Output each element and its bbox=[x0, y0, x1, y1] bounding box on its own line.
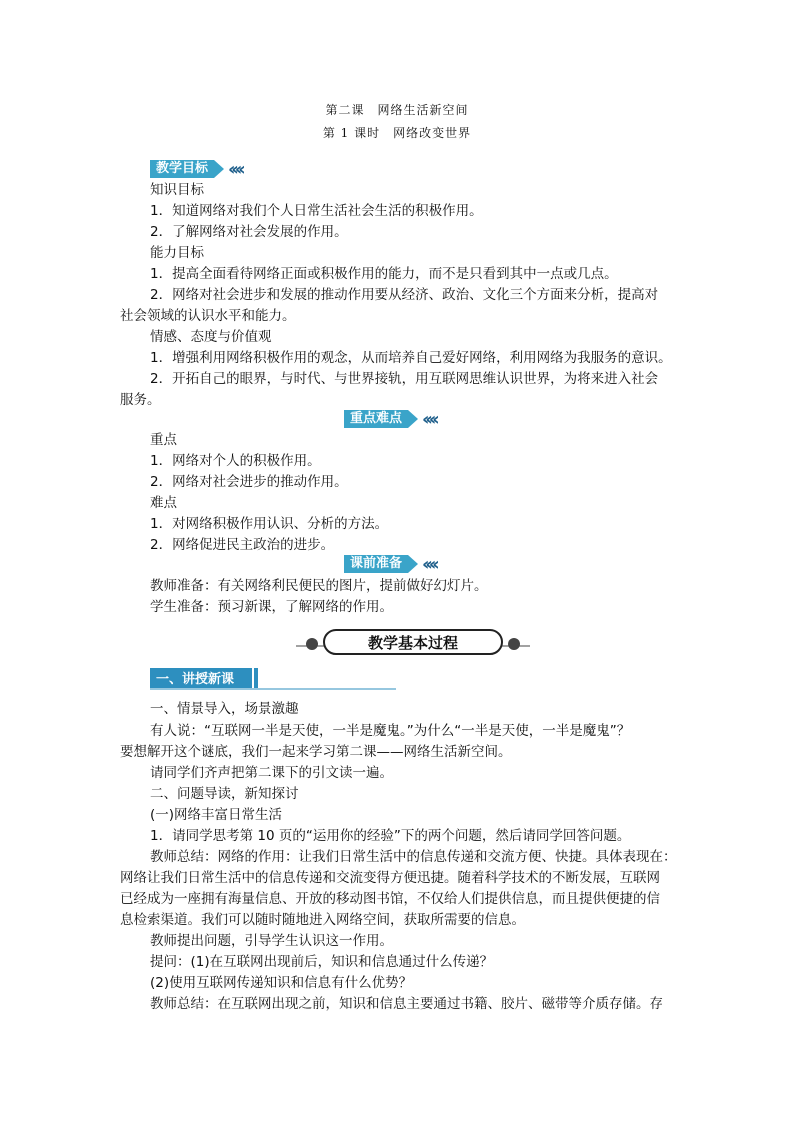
text-line: 难点 bbox=[150, 495, 177, 511]
banner-prep-label: 课前准备 bbox=[344, 555, 408, 573]
banner-goals-label: 教学目标 bbox=[150, 160, 214, 178]
ornament-icon bbox=[508, 638, 520, 650]
section-1-label: 一、讲授新课 bbox=[156, 672, 235, 687]
text-line: 教师提出问题，引导学生认识这一作用。 bbox=[150, 933, 393, 949]
banner-key bbox=[344, 410, 436, 428]
text-line: 2．开拓自己的眼界，与时代、与世界接轨，用互联网思维认识世界，为将来进入社会 bbox=[150, 371, 659, 387]
ornament-icon bbox=[306, 638, 318, 650]
banner-prep bbox=[344, 555, 436, 573]
text-line: 知识目标 bbox=[150, 182, 204, 198]
banner-key-label: 重点难点 bbox=[344, 410, 408, 428]
text-line: 2．网络对社会进步的推动作用。 bbox=[150, 474, 348, 490]
text-line: 1．增强利用网络积极作用的观念，从而培养自己爱好网络，利用网络为我服务的意识。 bbox=[150, 350, 672, 366]
lesson-subtitle: 第 1 课时 网络改变世界 bbox=[322, 126, 472, 140]
text-line: 有人说：“互联网一半是天使，一半是魔鬼。”为什么“一半是天使，一半是魔鬼”？ bbox=[150, 723, 631, 739]
text-line: 教师总结：网络的作用：让我们日常生活中的信息传递和交流方便、快捷。具体表现在： bbox=[150, 849, 677, 865]
text-line: 要想解开这个谜底，我们一起来学习第二课——网络生活新空间。 bbox=[120, 744, 512, 760]
text-line: 学生准备：预习新课，了解网络的作用。 bbox=[150, 599, 393, 615]
text-line: 1．知道网络对我们个人日常生活社会生活的积极作用。 bbox=[150, 203, 483, 219]
process-title: 教学基本过程 bbox=[367, 634, 459, 652]
text-line: 一、情景导入，场景激趣 bbox=[150, 701, 299, 717]
chevrons-icon: ‹‹‹‹ bbox=[422, 553, 436, 575]
text-line: 教师总结：在互联网出现之前，知识和信息主要通过书籍、胶片、磁带等介质存储。存 bbox=[150, 996, 663, 1012]
text-line: 社会领域的认识水平和能力。 bbox=[120, 308, 296, 324]
text-line: 2．了解网络对社会发展的作用。 bbox=[150, 224, 348, 240]
text-line: (2)使用互联网传递知识和信息有什么优势？ bbox=[150, 975, 413, 991]
text-line: 已经成为一座拥有海量信息、开放的移动图书馆，不仅给人们提供信息，而且提供便捷的信 bbox=[120, 891, 660, 907]
text-line: 1．提高全面看待网络正面或积极作用的能力，而不是只看到其中一点或几点。 bbox=[150, 266, 618, 282]
text-line: 二、问题导读，新知探讨 bbox=[150, 786, 299, 802]
lesson-title: 第二课 网络生活新空间 bbox=[325, 103, 469, 117]
text-line: 1．对网络积极作用认识、分析的方法。 bbox=[150, 516, 389, 532]
text-line: 情感、态度与价值观 bbox=[150, 329, 272, 345]
text-line: 网络让我们日常生活中的信息传递和交流变得方便迅捷。随着科学技术的不断发展，互联网 bbox=[120, 870, 660, 886]
text-line: (一)网络丰富日常生活 bbox=[150, 807, 283, 823]
text-line: 教师准备：有关网络利民便民的图片，提前做好幻灯片。 bbox=[150, 578, 488, 594]
text-line: 息检索渠道。我们可以随时随地进入网络空间，获取所需要的信息。 bbox=[120, 912, 525, 928]
text-line: 1．网络对个人的积极作用。 bbox=[150, 453, 321, 469]
banner-goals bbox=[150, 160, 242, 178]
chevrons-icon: ‹‹‹‹ bbox=[228, 158, 242, 180]
section-1-header bbox=[150, 668, 396, 692]
text-line: 能力目标 bbox=[150, 245, 204, 261]
process-divider bbox=[296, 624, 530, 658]
text-line: 2．网络促进民主政治的进步。 bbox=[150, 537, 335, 553]
text-line: 重点 bbox=[150, 432, 177, 448]
text-line: 服务。 bbox=[120, 392, 161, 408]
text-line: 2．网络对社会进步和发展的推动作用要从经济、政治、文化三个方面来分析，提高对 bbox=[150, 287, 659, 303]
text-line: 1．请同学思考第 10 页的“运用你的经验”下的两个问题，然后请同学回答问题。 bbox=[150, 828, 631, 844]
text-line: 提问：(1)在互联网出现前后，知识和信息通过什么传递？ bbox=[150, 954, 494, 970]
chevrons-icon: ‹‹‹‹ bbox=[422, 408, 436, 430]
text-line: 请同学们齐声把第二课下的引文读一遍。 bbox=[150, 765, 393, 781]
